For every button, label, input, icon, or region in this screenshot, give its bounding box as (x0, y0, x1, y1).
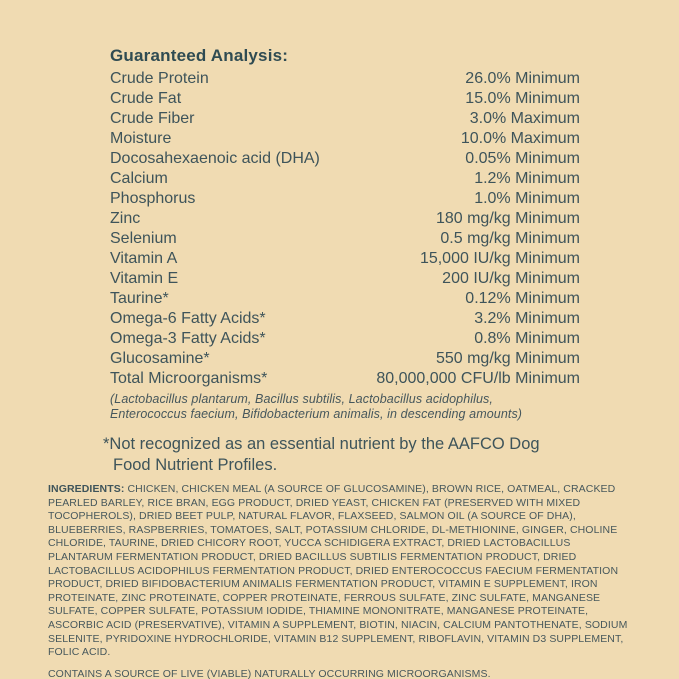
nutrient-value: 10.0% Maximum (460, 130, 580, 147)
table-row (110, 209, 580, 229)
guaranteed-analysis-table (110, 69, 580, 389)
table-row (110, 249, 580, 269)
ingredients-list: CHICKEN, CHICKEN MEAL (A SOURCE OF GLUCOSAMINE), BROWN RICE, OATMEAL, CRACKED PEARLED BARLEY, RICE BRAN, EGG PRODUCT, DRIED YEAST, CHICKEN FAT (PRESERVED WITH MIXED TOCOPHEROLS), DRIED BEET PULP, NATURAL FLAVOR, FLAXSEED, SALMON OIL (A SOURCE OF DHA), BLUEBERRIES, RASPBERRIES, TOMATOES, SALT, POTASSIUM CHLORIDE, DL-METHIONINE, GINGER, CHOLINE CHLORIDE, TAURINE, DRIED CHICORY ROOT, YUCCA SCHIDIGERA EXTRACT, DRIED LACTOBACILLUS PLANTARUM FERMENTATION PRODUCT, DRIED BACILLUS SUBTILIS FERMENTATION PRODUCT, DRIED LACTOBACILLUS ACIDOPHILUS FERMENTATION PRODUCT, DRIED ENTEROCOCCUS FAECIUM FERMENTATION PRODUCT, DRIED BIFIDOBACTERIUM ANIMALIS FERMENTATION PRODUCT, VITAMIN E SUPPLEMENT, IRON PROTEINATE, ZINC PROTEINATE, COPPER PROTEINATE, FERROUS SULFATE, ZINC SULFATE, MANGANESE SULFATE, COPPER SULFATE, POTASSIUM IODIDE, THIAMINE MONONITRATE, MANGANESE PROTEINATE, ASCORBIC ACID (PRESERVATIVE), VITAMIN A SUPPLEMENT, BIOTIN, NIACIN, CALCIUM PANTOTHENATE, SODIUM SELENITE, PYRIDOXINE HYDROCHLORIDE, VITAMIN B12 SUPPLEMENT, RIBOFLAVIN, VITAMIN D3 SUPPLEMENT, FOLIC ACID. (48, 483, 628, 659)
table-row (110, 149, 580, 169)
ingredients-label: INGREDIENTS: (48, 483, 125, 495)
nutrient-value: 550 mg/kg Minimum (435, 350, 580, 367)
nutrient-value: 200 IU/kg Minimum (442, 270, 580, 287)
nutrient-value: 0.05% Minimum (465, 150, 580, 167)
nutrient-name: Zinc (110, 210, 141, 227)
table-row (110, 289, 580, 309)
nutrient-value: 15,000 IU/kg Minimum (419, 250, 580, 267)
microorganisms-species-note: (Lactobacillus plantarum, Bacillus subtilis, Lactobacillus acidophilus, Enterococcus faecium, Bifidobacterium animalis, in descending amounts) (110, 392, 523, 421)
guaranteed-analysis-title: Guaranteed Analysis: (110, 46, 289, 65)
nutrient-value: 26.0% Minimum (465, 70, 580, 87)
nutrient-value: 80,000,000 CFU/lb Minimum (376, 370, 580, 387)
nutrient-value: 1.2% Minimum (474, 170, 580, 187)
nutrient-value: 1.0% Minimum (474, 190, 580, 207)
nutrient-value: 0.8% Minimum (474, 330, 580, 347)
nutrient-value: 180 mg/kg Minimum (435, 210, 580, 227)
nutrient-name: Phosphorus (110, 190, 196, 207)
table-row (110, 269, 580, 289)
nutrient-name: Vitamin E (110, 270, 179, 287)
nutrient-value: 0.12% Minimum (465, 290, 580, 307)
aafco-footnote: *Not recognized as an essential nutrient by the AAFCO Dog Food Nutrient Profiles. (103, 435, 540, 474)
nutrient-name: Omega-6 Fatty Acids* (110, 310, 266, 327)
nutrient-value: 0.5 mg/kg Minimum (440, 230, 580, 247)
nutrient-name: Omega-3 Fatty Acids* (110, 330, 266, 347)
nutrient-name: Vitamin A (110, 250, 178, 267)
table-row (110, 369, 580, 389)
table-row (110, 229, 580, 249)
nutrient-name: Selenium (110, 230, 177, 247)
nutrient-name: Crude Fat (110, 90, 182, 107)
table-row (110, 69, 580, 89)
table-row (110, 109, 580, 129)
ingredients-paragraph (48, 483, 638, 660)
nutrient-value: 15.0% Minimum (465, 90, 580, 107)
nutrient-name: Crude Protein (110, 70, 209, 87)
table-row (110, 309, 580, 329)
nutrient-name: Taurine* (110, 290, 169, 307)
guaranteed-analysis-section (103, 46, 580, 476)
nutrient-name: Moisture (110, 130, 172, 147)
table-row (110, 349, 580, 369)
table-row (110, 189, 580, 209)
table-row (110, 329, 580, 349)
nutrient-name: Docosahexaenoic acid (DHA) (110, 150, 320, 167)
table-row (110, 169, 580, 189)
nutrient-name: Calcium (110, 170, 168, 187)
table-row (110, 129, 580, 149)
contains-microorganisms-note: CONTAINS A SOURCE OF LIVE (VIABLE) NATURALLY OCCURRING MICROORGANISMS. (48, 667, 491, 679)
nutrient-name: Total Microorganisms* (110, 370, 268, 387)
ingredients-section (48, 483, 638, 679)
nutrient-name: Glucosamine* (110, 350, 210, 367)
table-row (110, 89, 580, 109)
nutrient-name: Crude Fiber (110, 110, 195, 127)
nutrient-value: 3.0% Maximum (469, 110, 580, 127)
nutrient-value: 3.2% Minimum (474, 310, 580, 327)
